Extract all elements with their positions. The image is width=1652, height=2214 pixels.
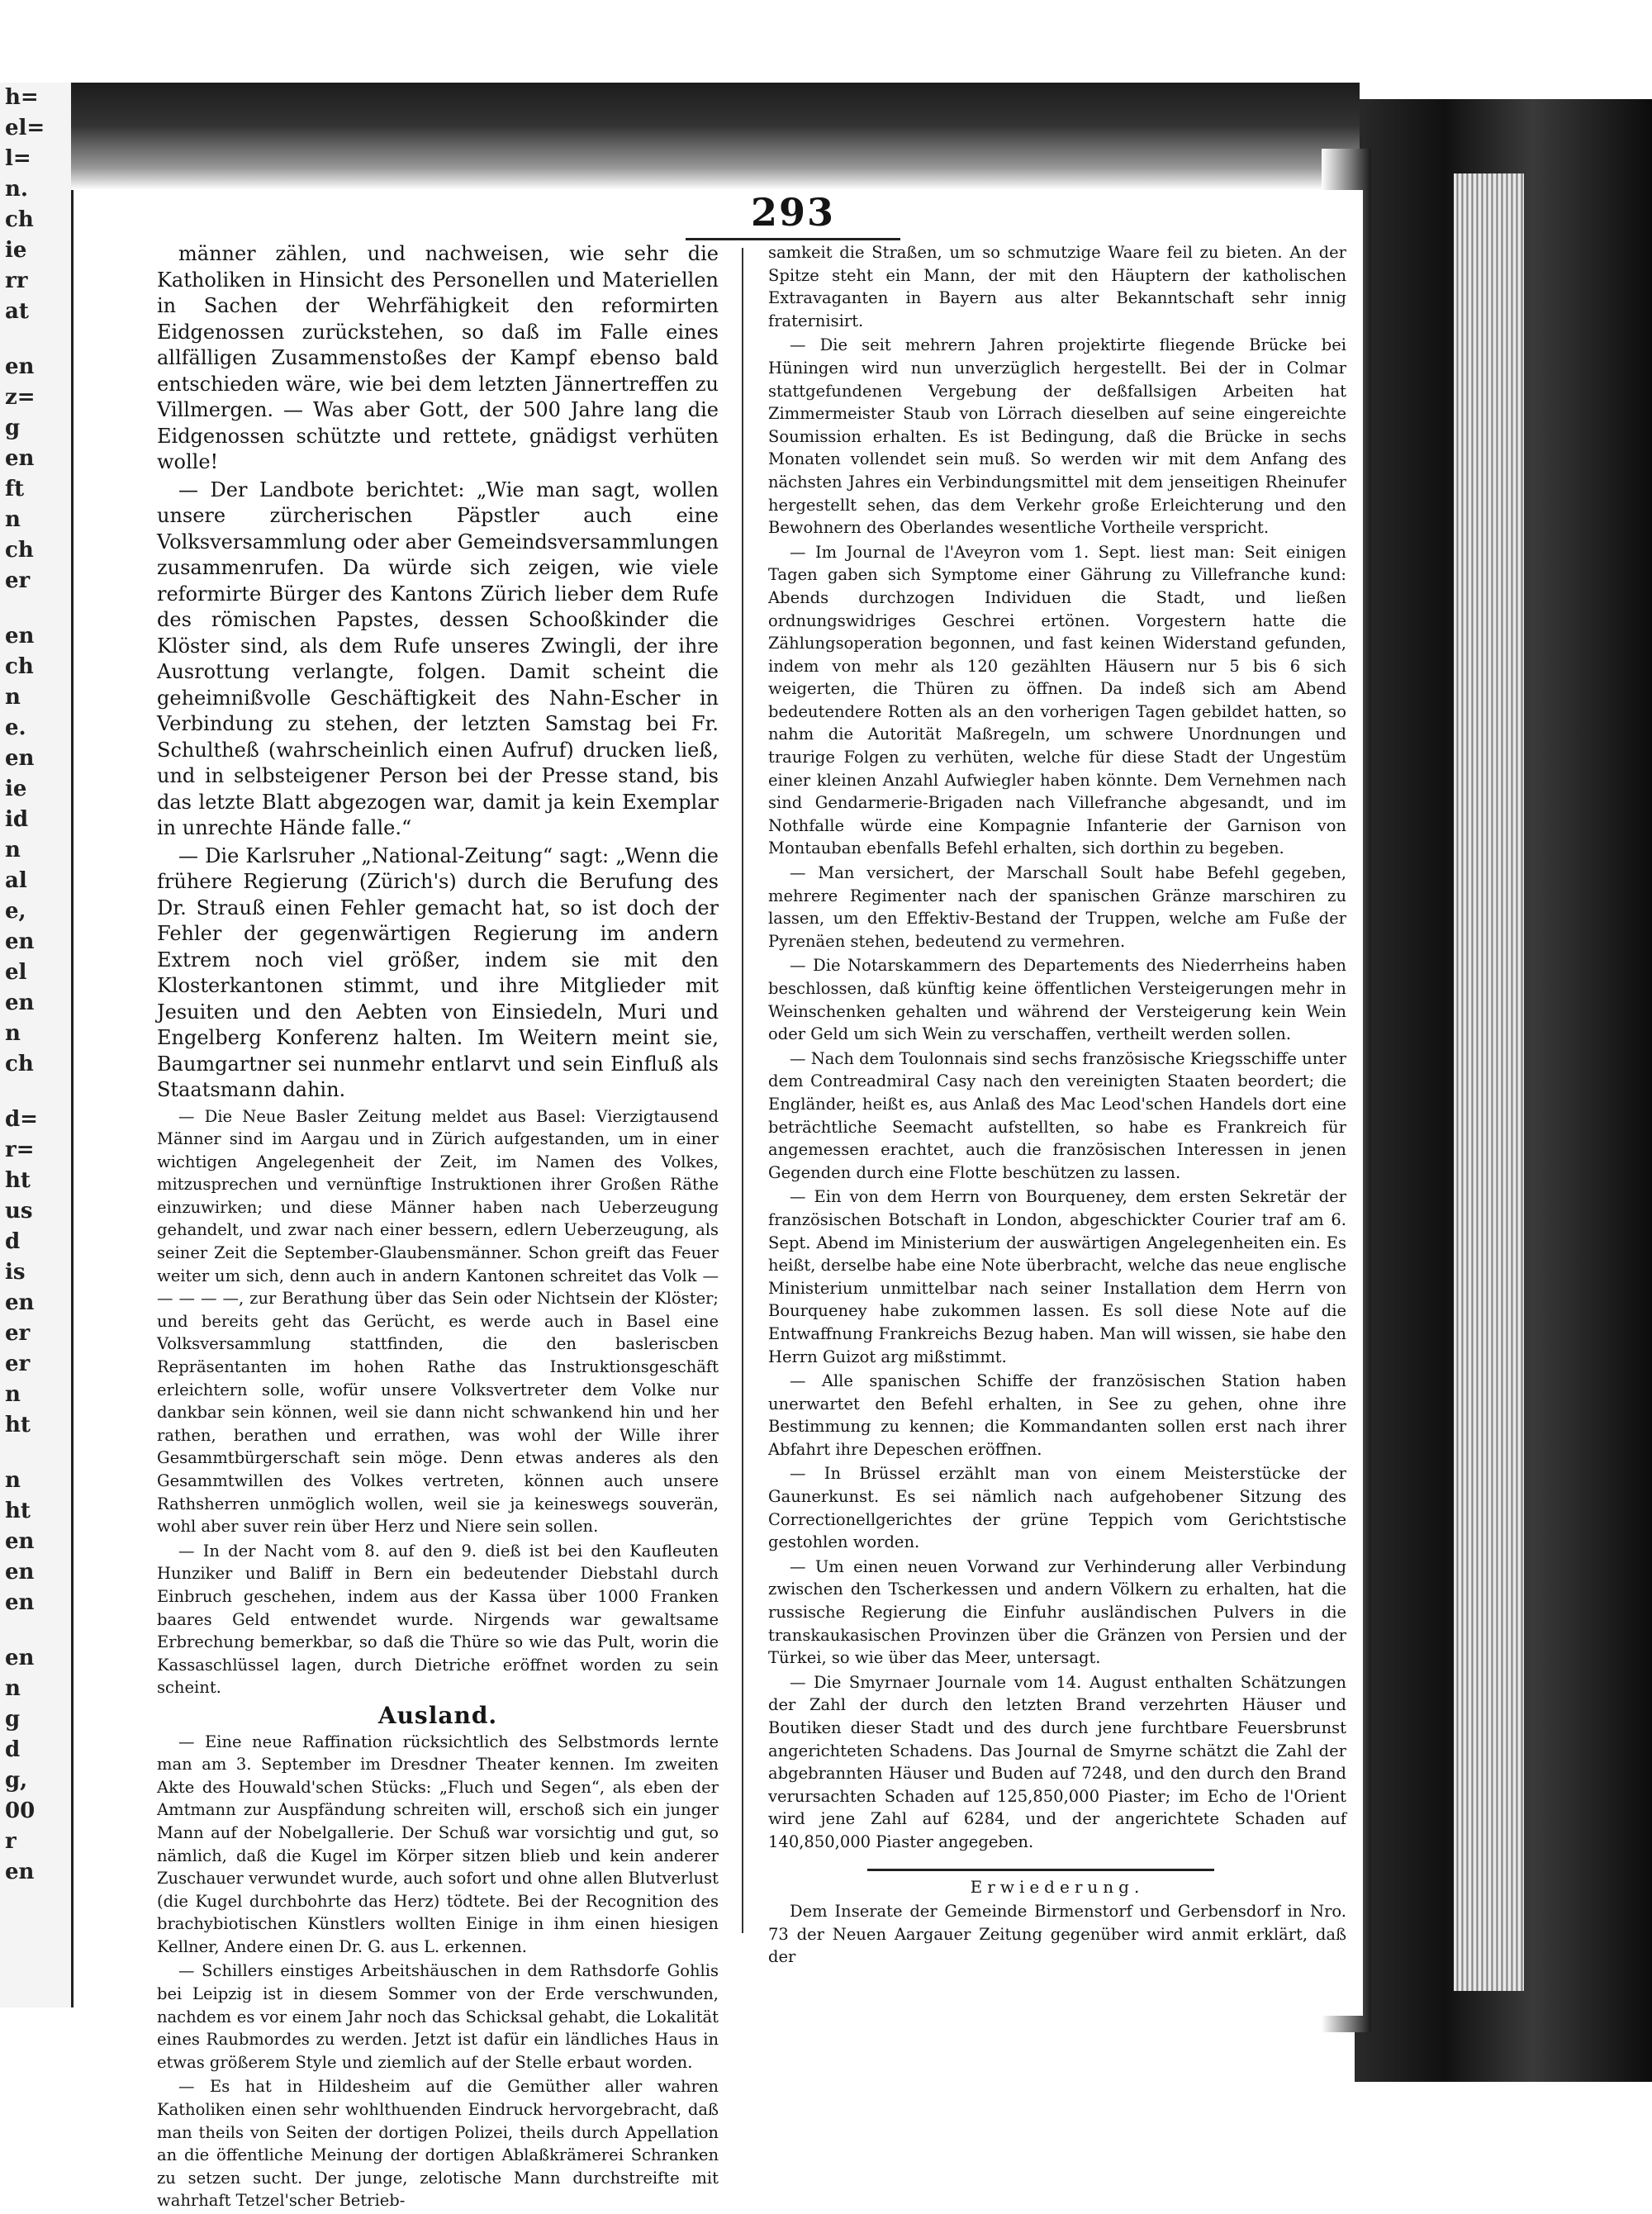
article-paragraph: — Die Neue Basler Zeitung meldet aus Basel: Vierzigtausend Männer sind im Aargau und in Zürich aufgestanden, um in einer wichtigen Angelegenheit der Zeit, im Namen des Volkes, mitzusprechen und vernünftige Instruktionen ihrer Großen Räthe einzuwirken; und diese Männer haben nach Ueberzeugung gehandelt, und zwar nach einer bessern, edlern Ueberzeugung, als seiner Zeit die September-Glaubensmänner. Schon greift das Feuer weiter um sich, denn auch in andern Kantonen schreitet das Volk — — — — —, zur Berathung über das Sein oder Nichtsein der Klöster; und bereits geht das Gerücht, es werde auch in Basel eine Volksversammlung stattfinden, die den basleriscben Repräsentanten im hohen Rathe das Instruktionsgeschäft erleichtern solle, wofür unsere Volksvertreter dem Volke nur dankbar sein können, weil sie dann nicht schwankend hin und her rathen, berathen und errathen, was wohl der Wille ihrer Gesammtbürgerschaft sein möge. Denn etwas anderes als den Gesammtwillen des Volkes vertreten, können auch unsere Rathsherren unmöglich wollen, weil sie ja keineswegs souverän, wohl aber suver rein über Herz und Niere sein sollen. — [157, 1106, 719, 1537]
margin-fragment — [0, 596, 71, 621]
margin-fragment: e, — [5, 899, 26, 924]
margin-fragment — [0, 1618, 71, 1643]
margin-fragment: ch — [5, 207, 34, 232]
margin-fragment: n. — [5, 177, 28, 202]
margin-fragment: en — [5, 446, 35, 471]
margin-fragment: el= — [5, 116, 45, 140]
column-rule — [742, 248, 743, 1933]
margin-fragment: en — [5, 1646, 35, 1670]
margin-fragment: n — [5, 1021, 21, 1046]
margin-fragment: n — [5, 507, 21, 532]
section-heading: Ausland. — [377, 1701, 498, 1729]
margin-fragment: id — [5, 807, 29, 832]
margin-fragment: g — [5, 416, 21, 440]
margin-fragment: el — [5, 960, 27, 985]
right-column-articles — [768, 241, 1346, 1854]
margin-fragment — [0, 1080, 71, 1105]
margin-fragment: g — [5, 1707, 21, 1732]
newspaper-page — [140, 190, 1363, 2211]
margin-fragment: n — [5, 685, 21, 710]
right-column — [768, 241, 1346, 1970]
margin-fragment: us — [5, 1199, 33, 1223]
margin-fragment: en — [5, 1560, 35, 1584]
margin-fragment: er — [5, 1321, 31, 1346]
margin-fragment: n — [5, 1676, 21, 1701]
margin-fragment: ht — [5, 1168, 31, 1193]
margin-fragment: g, — [5, 1768, 28, 1793]
margin-fragment: d — [5, 1229, 21, 1254]
article-paragraph: — Eine neue Raffination rücksichtlich des Selbstmords lernte man am 3. September im Dresdner Theater kennen. Im zweiten Akte des Houwald'schen Stücks: „Fluch und Segen“, als eben der Amtmann zur Auspfändung schreiten will, erschoß sich ein junger Mann auf der Nobelgallerie. Der Schuß war vorsichtig und gut, so nämlich, daß die Kugel im Körper sitzen blieb und kein anderer Zuschauer verwundet wurde, auch sofort und ohne allen Blutverlust (die Kugel durchbohrte das Herz) tödtete. Bei der Recognition des brachybiotischen Künstlers wollten Einige in ihm einen hiesigen Kellner, Andere einen Dr. G. aus L. erkennen. — [157, 1732, 719, 1956]
margin-fragment: at — [5, 299, 29, 324]
left-column — [157, 241, 719, 2214]
margin-fragment: is — [5, 1260, 26, 1285]
notice-heading: Erwiederung. — [970, 1876, 1145, 1897]
margin-fragment: n — [5, 1382, 21, 1407]
notice-separator — [867, 1869, 1214, 1871]
page-number: 293 — [750, 190, 836, 235]
margin-fragment: d — [5, 1737, 21, 1762]
article-paragraph: — Die Karlsruher „National-Zeitung“ sagt: „Wenn die frühere Regierung (Zürich's) durch die Berufung des Dr. Strauß einen Fehler gemacht hat, so ist doch der Fehler der gegenwärtigen Regierung im andern Extrem noch viel größer, indem sie mit den Klosterkantonen stimmt, und ihre Mitglieder mit Jesuiten und den Aebten von Einsiedeln, Muri und Engelberg Konferenz halten. Im Weitern meint sie, Baumgartner sei nunmehr entlarvt und sein Einfluß als Staatsmann dahin. — [157, 843, 719, 1101]
margin-fragment: ht — [5, 1499, 31, 1523]
article-paragraph: — Alle spanischen Schiffe der französischen Station haben unerwartet den Befehl erhalten, in See zu gehen, ohne ihre Bestimmung zu kennen; die Kommandanten sollen erst nach ihrer Abfahrt ihre Depeschen eröffnen. — [768, 1371, 1346, 1459]
margin-fragment: h= — [5, 85, 39, 110]
article-paragraph: — Im Journal de l'Aveyron vom 1. Sept. liest man: Seit einigen Tagen gaben sich Symptome einer Gährung zu Villefranche kund: Abends durchzogen Individuen die Stadt, und ließen ordnungswidriges Geschrei ertönen. Vorgestern hatte die Zählungsoperation begonnen, und fast keinen Widerstand gefunden, indem von mehr als 120 gezählten Häusern nur 5 bis 6 sich weigerten, die Thüren zu öffnen. Da indeß sich am Abend bedeutendere Rotten als an den vorherigen Tagen gebildet hatten, so nahm die Autorität Maßregeln, um schwere Unordnungen und traurige Folgen zu verhüten, welche für diese Stadt der Ungestüm einer kleinen Anzahl Aufwiegler haben könnte. Dem Vernehmen nach sind Gendarmerie-Brigaden nach Villefranche abgesandt, und im Nothfalle würde eine Kompagnie Infanterie der Garnison von Montauban ebenfalls Befehl erhalten, sich dorthin zu begeben. — [768, 542, 1346, 858]
margin-fragment: ch — [5, 538, 34, 563]
margin-fragment: z= — [5, 385, 36, 410]
page-number-rule — [686, 238, 900, 240]
margin-fragment: ch — [5, 1052, 34, 1076]
margin-fragment: ie — [5, 777, 27, 801]
margin-fragment: en — [5, 1860, 35, 1884]
margin-fragment — [0, 327, 71, 352]
margin-fragment: ch — [5, 654, 34, 679]
margin-fragment: n — [5, 1468, 21, 1493]
margin-fragment: ft — [5, 477, 25, 501]
margin-fragment: en — [5, 354, 35, 379]
margin-fragment: r — [5, 1829, 17, 1854]
margin-fragment: r= — [5, 1138, 35, 1162]
margin-fragment: ht — [5, 1413, 31, 1437]
margin-fragment: en — [5, 1290, 35, 1315]
article-paragraph: — Die Notarskammern des Departements des Niederrheins haben beschlossen, daß künftig keine öffentlichen Versteigerungen mehr in Weinschenken gehalten und während der Versteigerung kein Wein oder Geld um sich Wein zu verschaffen, vertheilt werden sollen. — [768, 956, 1346, 1044]
article-paragraph: — In der Nacht vom 8. auf den 9. dieß ist bei den Kaufleuten Hunziker und Baliff in Bern ein bedeutender Diebstahl durch Einbruch geschehen, indem aus der Kassa über 1000 Franken baares Geld entwendet wurde. Nirgends war gewaltsame Erbrechung bemerkbar, so daß die Thüre so wie das Pult, worin die Kassaschlüssel lagen, durch Dietriche eröffnet worden zu sein scheint. — [157, 1541, 719, 1698]
left-column-articles — [157, 241, 719, 1699]
article-paragraph: samkeit die Straßen, um so schmutzige Waare feil zu bieten. An der Spitze steht ein Mann, der mit den Häuptern der katholischen Extravaganten in Bayern aus alter Bekanntschaft sehr innig fraternisirt. — [768, 243, 1346, 330]
margin-fragment: er — [5, 1352, 31, 1376]
notice-text: Dem Inserate der Gemeinde Birmenstorf und Gerbensdorf in Nro. 73 der Neuen Aargauer Zeitung gegenüber wird anmit erklärt, daß der — [768, 1902, 1346, 1967]
previous-page-edge — [0, 83, 74, 2007]
article-paragraph: — Nach dem Toulonnais sind sechs französische Kriegsschiffe unter dem Contreadmiral Casy nach den vereinigten Staaten beordert; die Engländer, heißt es, aus Anlaß des Mac Leod'schen Handels dort eine beträchtliche Seemacht aufstellten, so habe es Frankreich für angemessen erachtet, auch die französischen Interessen in jenen Gegenden durch eine Flotte beschützen zu lassen. — [768, 1048, 1346, 1182]
margin-fragment: 00 — [5, 1798, 36, 1823]
scan-shadow-top — [71, 83, 1360, 190]
article-paragraph: — Man versichert, der Marschall Soult habe Befehl gegeben, mehrere Regimenter nach der spanischen Gränze marschiren zu lassen, um den Effektiv-Bestand der Truppen, welche am Fuße der Pyrenäen stehen, bedeutend zu vermehren. — [768, 863, 1346, 951]
margin-fragment: rr — [5, 268, 28, 293]
article-paragraph: — Die Smyrnaer Journale vom 14. August enthalten Schätzungen der Zahl der durch den letzten Brand verzehrten Häuser und Boutiken dieser Stadt und des durch jene furchtbare Feuersbrunst angerichteten Schadens. Das Journal de Smyrne schätzt die Zahl der abgebrannten Häuser und Buden auf 7248, und den durch den Brand verursachten Schaden auf 125,850,000 Piaster; im Echo de l'Orient wird jene Zahl auf 6284, und der angerichtete Schaden auf 140,850,000 Piaster angegeben. — [768, 1672, 1346, 1851]
article-paragraph: — Es hat in Hildesheim auf die Gemüther aller wahren Katholiken einen sehr wohlthuenden Eindruck hervorgebracht, daß man theils von Seiten der dortigen Polizei, theils durch Appellation an die öffentliche Meinung der dortigen Ablaßkrämerei Schranken zu setzen sucht. Der junge, zelotische Mann durchstreifte mit wahrhaft Tetzel'scher Betrieb- — [157, 2077, 719, 2211]
margin-fragment: ie — [5, 238, 27, 263]
margin-fragment — [0, 1441, 71, 1466]
article-paragraph: — Ein von dem Herrn von Bourqueney, dem ersten Sekretär der französischen Botschaft in London, abgeschickter Courier traf am 6. Sept. Abend im Ministerium der auswärtigen Angelegenheiten ein. Es heißt, derselbe habe eine Note überbracht, welche das neue englische Ministerium unmittelbar nach seiner Installation dem Herrn von Bourqueney habe zukommen lassen. Es soll diese Note auf die Entwaffnung Frankreichs Bezug haben. Man will wissen, sie habe den Herrn Guizot arg mißstimmt. — [768, 1187, 1346, 1366]
article-paragraph: männer zählen, und nachweisen, wie sehr die Katholiken in Hinsicht des Personellen und Materiellen in Sachen der Wehrfähigkeit den reformirten Eidgenossen zurückstehen, so daß im Falle eines allfälligen Zusammenstoßes der Kampf ebenso bald entschieden wäre, wie bei dem letzten Jännertreffen zu Villmergen. — Was aber Gott, der 500 Jahre lang die Eidgenossen schützte und rettete, gnädigst verhüten wolle! — [157, 242, 719, 473]
margin-fragment: en — [5, 929, 35, 954]
page-stack-edge — [1454, 173, 1524, 1991]
margin-fragment: d= — [5, 1107, 38, 1132]
article-paragraph: — Schillers einstiges Arbeitshäuschen in dem Rathsdorfe Gohlis bei Leipzig ist in diesem Sommer von der Erde verschwunden, nachdem es vor einem Jahr noch das Schicksal gehabt, die Lokalität eines Raubmordes zu werden. Jetzt ist dafür ein ländliches Haus in etwas größerem Style und ziemlich auf der Stelle erbaut worden. — [157, 1961, 719, 2072]
margin-fragment: en — [5, 991, 35, 1015]
margin-fragment: en — [5, 746, 35, 771]
margin-fragment: l= — [5, 146, 31, 171]
margin-fragment: en — [5, 1590, 35, 1615]
margin-fragment: e. — [5, 715, 26, 740]
margin-fragment: al — [5, 868, 27, 893]
article-paragraph: — Der Landbote berichtet: „Wie man sagt, wollen unsere zürcherischen Päpstler auch eine Volksversammlung oder aber Gemeindsversammlungen zusammenrufen. Da würde sich zeigen, wie viele reformirte Bürger des Kantons Zürich lieber dem Rufe des römischen Papstes, dessen Schooßkinder die Klöster sind, als dem Rufe unseres Zwingli, der ihre Ausrottung verlangte, folgen. Damit scheint die geheimnißvolle Geschäftigkeit des Nahn-Escher in Verbindung zu stehen, der letzten Samstag bei Fr. Schultheß (wahrscheinlich einen Aufruf) drucken ließ, und in selbsteigener Person bei der Presse stand, bis das letzte Blatt abgezogen war, damit ja kein Exemplar in unrechte Hände falle.“ — [157, 477, 719, 839]
article-paragraph: — Um einen neuen Vorwand zur Verhinderung aller Verbindung zwischen den Tscherkessen und andern Völkern zu erhalten, hat die russische Regierung die Einfuhr ausländischen Pulvers in die transkaukasischen Provinzen über die Gränzen von Persien und der Türkei, so wie über das Meer, untersagt. — [768, 1556, 1346, 1668]
article-paragraph: — In Brüssel erzählt man von einem Meisterstücke der Gaunerkunst. Es sei nämlich nach aufgehobener Sitzung des Correctionellgerichtes der grüne Teppich vom Gerichtstische gestohlen worden. — [768, 1464, 1346, 1552]
margin-fragment: n — [5, 838, 21, 862]
margin-fragment: er — [5, 568, 31, 593]
ausland-articles — [157, 1731, 719, 2212]
margin-fragment: en — [5, 624, 35, 649]
article-paragraph: — Die seit mehrern Jahren projektirte fliegende Brücke bei Hüningen wird nun unverzüglich hergestellt. Bei der in Colmar stattgefundenen Vergebung der deßfallsigen Arbeiten hat Zimmermeister Staub von Lörrach dieselben auf seine eingereichte Soumission erhalten. Es ist Bedingung, daß die Brücke in sechs Monaten vollendet sein muß. So werden wir mit dem Anfang des nächsten Jahres ein Verbindungsmittel mit dem jenseitigen Rheinufer hergestellt sehen, das dem Verkehr große Erleichterung und den Bewohnern des Oberlandes wesentliche Vortheile verspricht. — [768, 335, 1346, 538]
margin-fragment: en — [5, 1529, 35, 1554]
